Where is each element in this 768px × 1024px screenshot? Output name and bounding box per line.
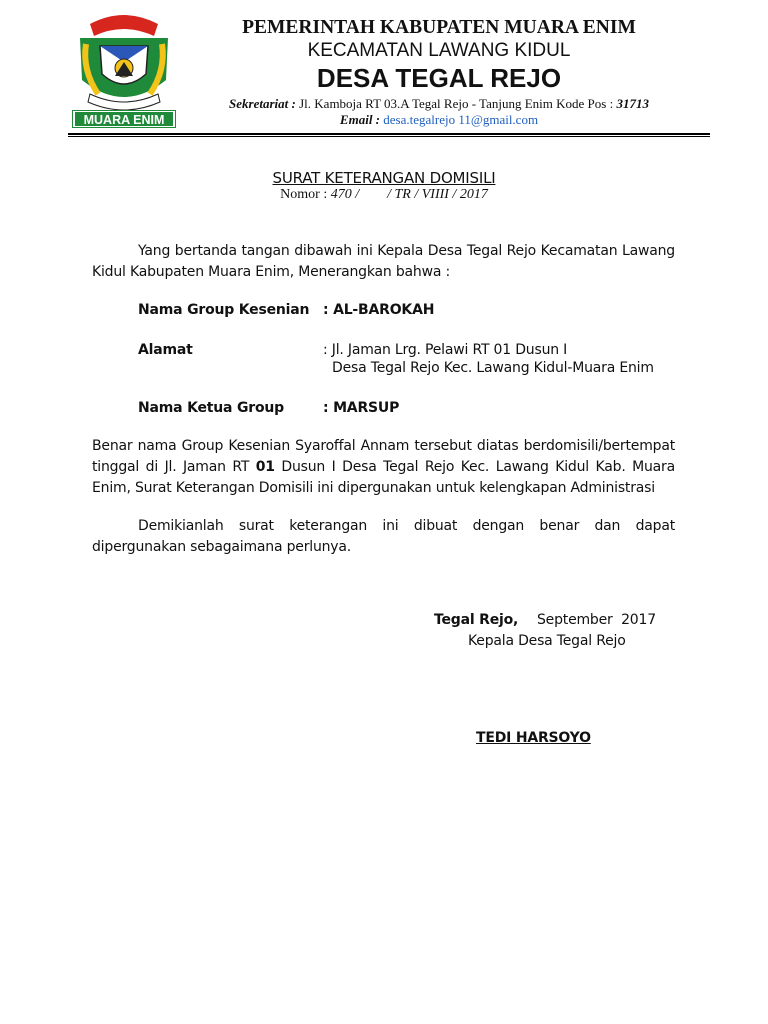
letterhead-government: PEMERINTAH KABUPATEN MUARA ENIM bbox=[242, 17, 636, 38]
domicile-rt: 01 bbox=[255, 459, 275, 475]
email-label: Email : bbox=[339, 112, 381, 127]
logo-text: MUARA ENIM bbox=[83, 113, 165, 127]
address-field-line2: Desa Tegal Rejo Kec. Lawang Kidul-Muara Enim bbox=[332, 360, 654, 376]
group-name-value: : AL-BAROKAH bbox=[323, 302, 435, 318]
document-number bbox=[100, 187, 668, 203]
letterhead-district: KECAMATAN LAWANG KIDUL bbox=[307, 40, 571, 61]
address-label: Sekretariat : bbox=[229, 96, 296, 111]
letterhead-address bbox=[190, 96, 688, 112]
group-name-label: Nama Group Kesenian bbox=[138, 302, 310, 318]
email-address[interactable]: desa.tegalrejo 11@gmail.com bbox=[380, 112, 539, 127]
domicile-text-c: Dusun I Desa Tegal Rejo Kec. Lawang Kidul Kab. Muara Enim, Surat Keterangan Domisili ini dipergunakan untuk kelengkapan Administrasi bbox=[92, 459, 675, 496]
signature-date: September 2017 bbox=[537, 612, 656, 628]
signatory-name: TEDI HARSOYO bbox=[476, 730, 591, 746]
letterhead-email bbox=[200, 112, 678, 128]
signature-place: Tegal Rejo, bbox=[434, 612, 519, 628]
header-rule-thin bbox=[68, 136, 710, 137]
document-title: SURAT KETERANGAN DOMISILI bbox=[272, 169, 496, 187]
leader-name-value: : MARSUP bbox=[323, 400, 400, 416]
domicile-text-a: Benar nama Group Kesenian Syaroffal Annam tersebut diatas berdomisili/bertempat tinggal di Jl. Jaman RT bbox=[92, 438, 675, 475]
muara-enim-logo bbox=[68, 10, 180, 130]
leader-name-label: Nama Ketua Group bbox=[138, 400, 284, 416]
address-field-line1: : Jl. Jaman Lrg. Pelawi RT 01 Dusun I bbox=[323, 342, 568, 358]
letterhead-village: DESA TEGAL REJO bbox=[316, 63, 562, 93]
address-field-label: Alamat bbox=[138, 342, 193, 358]
closing-paragraph: Demikianlah surat keterangan ini dibuat dengan benar dan dapat dipergunakan sebagaimana perlunya. bbox=[92, 518, 675, 555]
header-rule-thick bbox=[68, 133, 710, 135]
domicile-paragraph bbox=[92, 436, 675, 499]
signature-position: Kepala Desa Tegal Rejo bbox=[468, 633, 626, 649]
intro-paragraph: Yang bertanda tangan dibawah ini Kepala Desa Tegal Rejo Kecamatan Lawang Kidul Kabupaten Muara Enim, Menerangkan bahwa : bbox=[92, 243, 675, 280]
postal-code: 31713 bbox=[616, 96, 649, 111]
address-text: Jl. Kamboja RT 03.A Tegal Rejo - Tanjung Enim Kode Pos : bbox=[295, 96, 617, 111]
nomor-label: Nomor : bbox=[280, 187, 328, 202]
nomor-value: 470 / / TR / VIIII / 2017 bbox=[327, 187, 488, 202]
